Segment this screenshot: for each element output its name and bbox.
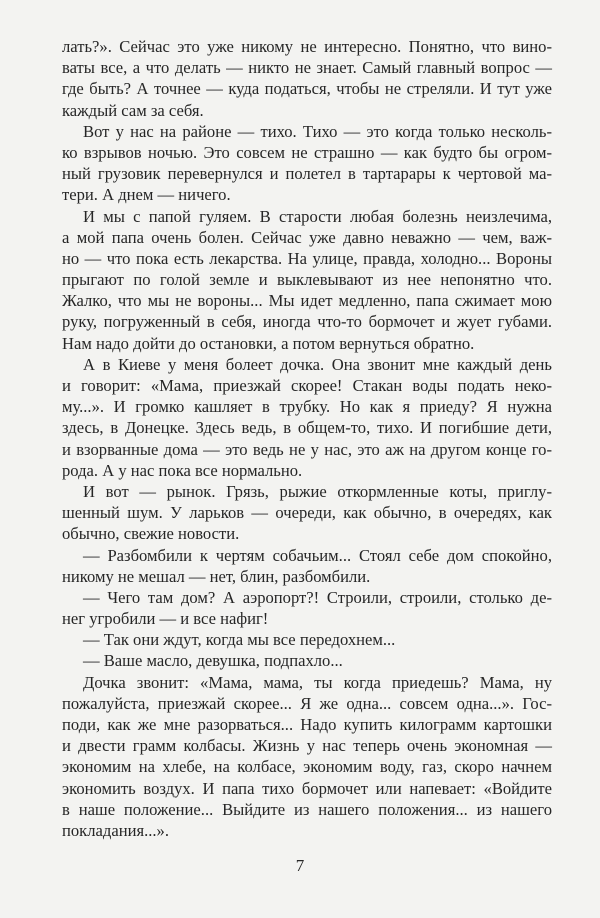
paragraph [62,354,552,481]
text-line: каждый сам за себя. [62,100,204,120]
text-line: а мой папа очень болен. Сейчас уже давно неважно — чем, важ- [62,227,552,247]
text-line: му...». И громко кашляет в трубку. Но как я приеду? Я нужна [62,397,552,417]
text-line: здесь, в Донецке. Здесь ведь, в общем-то, тихо. И погибшие дети, [62,418,552,438]
text-line: где быть? А точнее — куда податься, чтобы не стреляли. И тут уже [62,79,552,99]
text-line: ный грузовик перевернулся и полетел в тартарары к чертовой ма- [62,164,552,184]
text-line: Вот у нас на районе — тихо. Тихо — это когда только несколь- [83,121,552,141]
text-line: и взорванные дома — это ведь не у нас, это аж на другом конце го- [62,439,552,459]
paragraph [62,206,552,354]
text-line: поди, как же мне разорваться... Надо купить килограмм картошки [62,715,552,734]
paragraph [62,672,552,842]
text-line: лать?». Сейчас это уже никому не интересно. Понятно, что вино- [62,37,552,56]
text-line: шенный шум. У ларьков — очереди, как обычно, в очередях, как [62,503,552,523]
text-line: — Чего там дом? А аэропорт?! Строили, строили, столько де- [83,587,552,607]
text-line: — Ваше масло, девушка, подпахло... [83,651,343,671]
page-body-text [62,36,552,841]
text-line: — Так они ждут, когда мы все передохнем... [83,630,396,650]
text-line: — Разбомбили к чертям собачьим... Стоял себе дом спокойно, [83,545,552,565]
text-line: А в Киеве у меня болеет дочка. Она звонит мне каждый день [83,354,552,374]
text-line: экономить воздух. И папа тихо бормочет или напевает: «Войдите [62,778,552,798]
text-line: но — что пока есть лекарства. На улице, правда, холодно... Вороны [62,248,552,268]
text-line: Дочка звонит: «Мама, мама, ты когда приедешь? Мама, ну [83,672,552,692]
paragraph [62,121,552,206]
text-line: прыгают по голой земле и выклевывают из нее непонятно что. [62,270,552,290]
text-line: экономим на хлебе, на колбасе, экономим воду, газ, скоро начнем [62,757,552,777]
paragraph [62,36,552,121]
page-number: 7 [295,856,305,875]
text-line: и говорит: «Мама, приезжай скорее! Стакан воды подать неко- [62,376,552,395]
text-line: нег угробили — и все нафиг! [62,609,269,629]
text-line: никому не мешал — нет, блин, разбомбили. [62,566,371,586]
text-line: и двести грамм колбасы. Жизнь у нас теперь очень экономная — [62,736,552,756]
text-line: в наше положение... Выйдите из нашего положения... из нашего [62,799,552,819]
text-line: И мы с папой гуляем. В старости любая болезнь неизлечима, [83,206,552,226]
paragraph [62,650,552,671]
text-line: Нам надо дойти до остановки, а потом вернуться обратно. [62,333,475,353]
text-line: рода. А у нас пока все нормально. [62,460,303,480]
paragraph [62,481,552,545]
text-line: ко взрывов ночью. Это совсем не страшно — как будто бы огром- [62,142,552,162]
text-line: обычно, свежие новости. [62,524,240,544]
text-line: И вот — рынок. Грязь, рыжие откормленные коты, приглу- [83,481,552,501]
text-line: покладания...». [62,820,169,840]
text-line: руку, погруженный в себя, иногда что-то бормочет и жует губами. [62,312,552,332]
paragraph [62,587,552,629]
text-line: пожалуйста, приезжай скорее... Я же одна... совсем одна...». Гос- [62,693,552,713]
paragraph [62,629,552,650]
paragraph [62,545,552,587]
text-line: тери. А днем — ничего. [62,185,231,205]
text-line: ваты все, а что делать — никто не знает. Самый главный вопрос — [62,58,552,78]
text-line: Жалко, что мы не вороны... Мы идет медленно, папа сжимает мою [62,291,552,311]
